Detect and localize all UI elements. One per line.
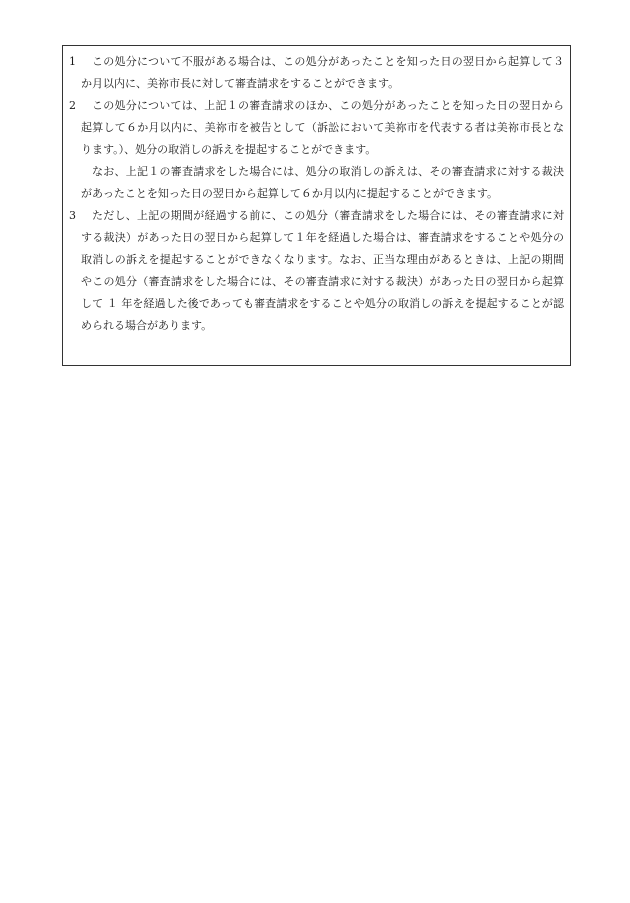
item-body (81, 51, 564, 95)
notice-item-1 (69, 51, 564, 95)
item-text: この処分については、上記１の審査請求のほか、この処分があったことを知った日の翌日から起算して６か月以内に、美祢市を被告として（訴訟において美祢市を代表する者は美祢市長となります。）、処分の取消しの訴えを提起することができます。 (81, 99, 564, 156)
item-number: 1 (69, 55, 76, 68)
notice-item-2 (69, 95, 564, 161)
item-text: ただし、上記の期間が経過する前に、この処分（審査請求をした場合には、その審査請求に対する裁決）があった日の翌日から起算して１年を経過した場合は、審査請求をすることや処分の取消しの訴えを提起することができなくなります。なお、正当な理由があるときは、上記の期間やこの処分（審査請求をした場合には、その審査請求に対する裁決）があった日の翌日から起算して １ 年を経過した後であっても審査請求をすることや処分の取消しの訴えを提起することが認められる場合があります。 (81, 209, 564, 332)
item-body (81, 95, 564, 161)
item-number: 3 (69, 209, 76, 222)
item-2-note: なお、上記１の審査請求をした場合には、処分の取消しの訴えは、その審査請求に対する裁決があったことを知った日の翌日から起算して６か月以内に提起することができます。 (81, 165, 564, 200)
item-body (81, 205, 564, 337)
item-text: この処分について不服がある場合は、この処分があったことを知った日の翌日から起算して３か月以内に、美祢市長に対して審査請求をすることができます。 (81, 55, 564, 90)
notice-item-3 (69, 205, 564, 337)
appeal-notice-box (62, 45, 571, 366)
item-number: 2 (69, 99, 76, 112)
